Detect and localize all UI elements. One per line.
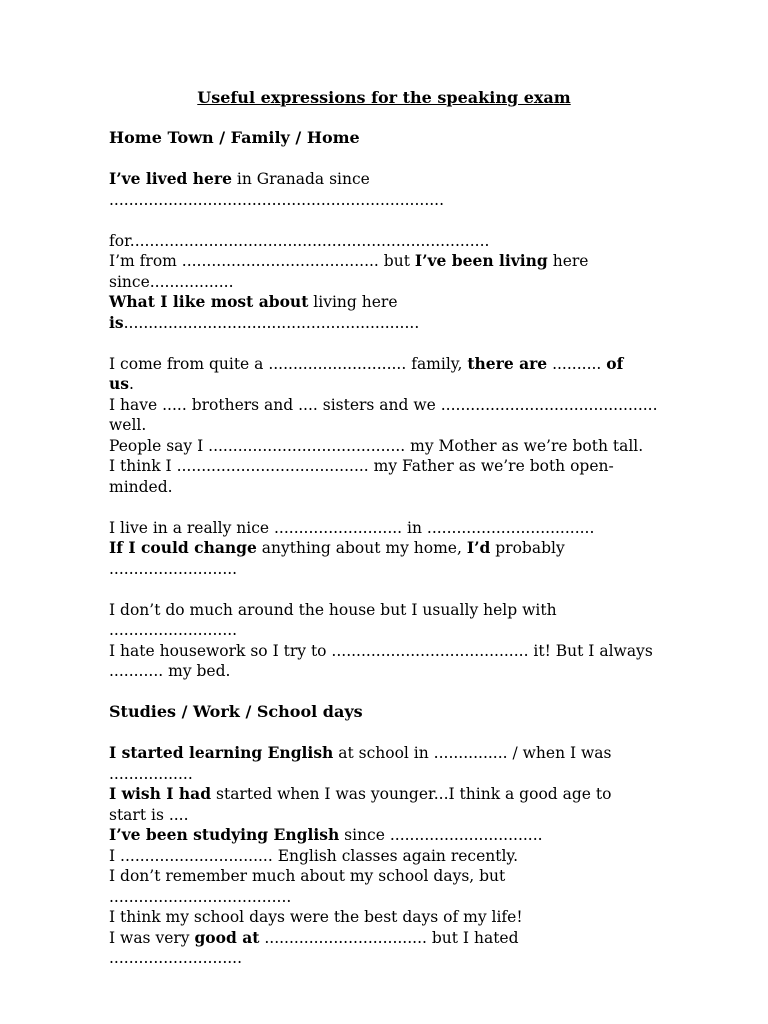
text-line: minded. xyxy=(109,477,173,496)
blank-line: .......................... xyxy=(109,621,238,639)
text-line: I’m from ........................................ but I’ve been living here xyxy=(109,251,589,270)
text-line: If I could change anything about my home, I’d probably xyxy=(109,538,565,557)
text-line: I hate housework so I try to ........................................ it! But I always xyxy=(109,641,653,660)
key-phrase: I’ve lived here xyxy=(109,169,232,188)
document-title: Useful expressions for the speaking exam xyxy=(197,88,571,107)
text-line: I think I ....................................... my Father as we’re both open- xyxy=(109,457,614,475)
text-line: I don’t remember much about my school days, but xyxy=(109,867,506,885)
text-line: I don’t do much around the house but I usually help with xyxy=(109,600,557,619)
text-line: well. xyxy=(109,416,147,434)
key-phrase: good at xyxy=(194,927,260,947)
blank-line: .......................... xyxy=(109,559,238,578)
section-heading-studies: Studies / Work / School days xyxy=(109,702,363,721)
key-phrase: I started learning English xyxy=(109,743,334,762)
text-line: I started learning English at school in ............... / when I was xyxy=(109,743,612,762)
text-line: I wish I had started when I was younger...I think a good age to xyxy=(109,784,612,803)
key-phrase: us xyxy=(109,374,129,393)
key-phrase: I’ve been living xyxy=(414,251,548,270)
text-line: I have ..... brothers and .... sisters and we ............................................ xyxy=(109,395,658,414)
text-line: I live in a really nice .......................... in .................................. xyxy=(109,518,595,537)
key-phrase: I’ve been studying English xyxy=(109,825,340,844)
key-phrase: there are xyxy=(467,353,548,373)
blank-line: ................. xyxy=(109,764,193,783)
key-phrase: I wish I had xyxy=(109,784,212,803)
document-page xyxy=(109,88,669,969)
text-line: I was very good at ................................. but I hated xyxy=(109,927,519,947)
text-line: is............................................................ xyxy=(109,312,420,332)
text-line: I’ve been studying English since ............................... xyxy=(109,825,543,844)
key-phrase: is xyxy=(109,312,124,332)
text-line: I’ve lived here in Granada since xyxy=(109,169,370,188)
section-heading-home: Home Town / Family / Home xyxy=(109,128,360,147)
key-phrase: of xyxy=(606,353,624,373)
text-line: What I like most about living here xyxy=(109,292,398,311)
key-phrase: I’d xyxy=(466,538,491,557)
text-line: I come from quite a ............................ family, there are .......... of xyxy=(109,353,624,373)
blank-line: ..................................... xyxy=(109,887,292,906)
text-line: ........... my bed. xyxy=(109,662,231,680)
key-phrase: If I could change xyxy=(109,538,257,557)
blank-line: ........................... xyxy=(109,949,243,967)
blank-line: .................................................................... xyxy=(109,190,445,209)
text-line: I ............................... English classes again recently. xyxy=(109,846,519,865)
text-line: us. xyxy=(109,374,134,393)
text-line: for......................................................................... xyxy=(109,231,490,250)
key-phrase: What I like most about xyxy=(109,292,309,311)
text-line: since................. xyxy=(109,272,234,291)
text-line: start is .... xyxy=(109,805,189,824)
text-line: People say I ........................................ my Mother as we’re both tall. xyxy=(109,436,644,455)
text-line: I think my school days were the best days of my life! xyxy=(109,908,523,926)
